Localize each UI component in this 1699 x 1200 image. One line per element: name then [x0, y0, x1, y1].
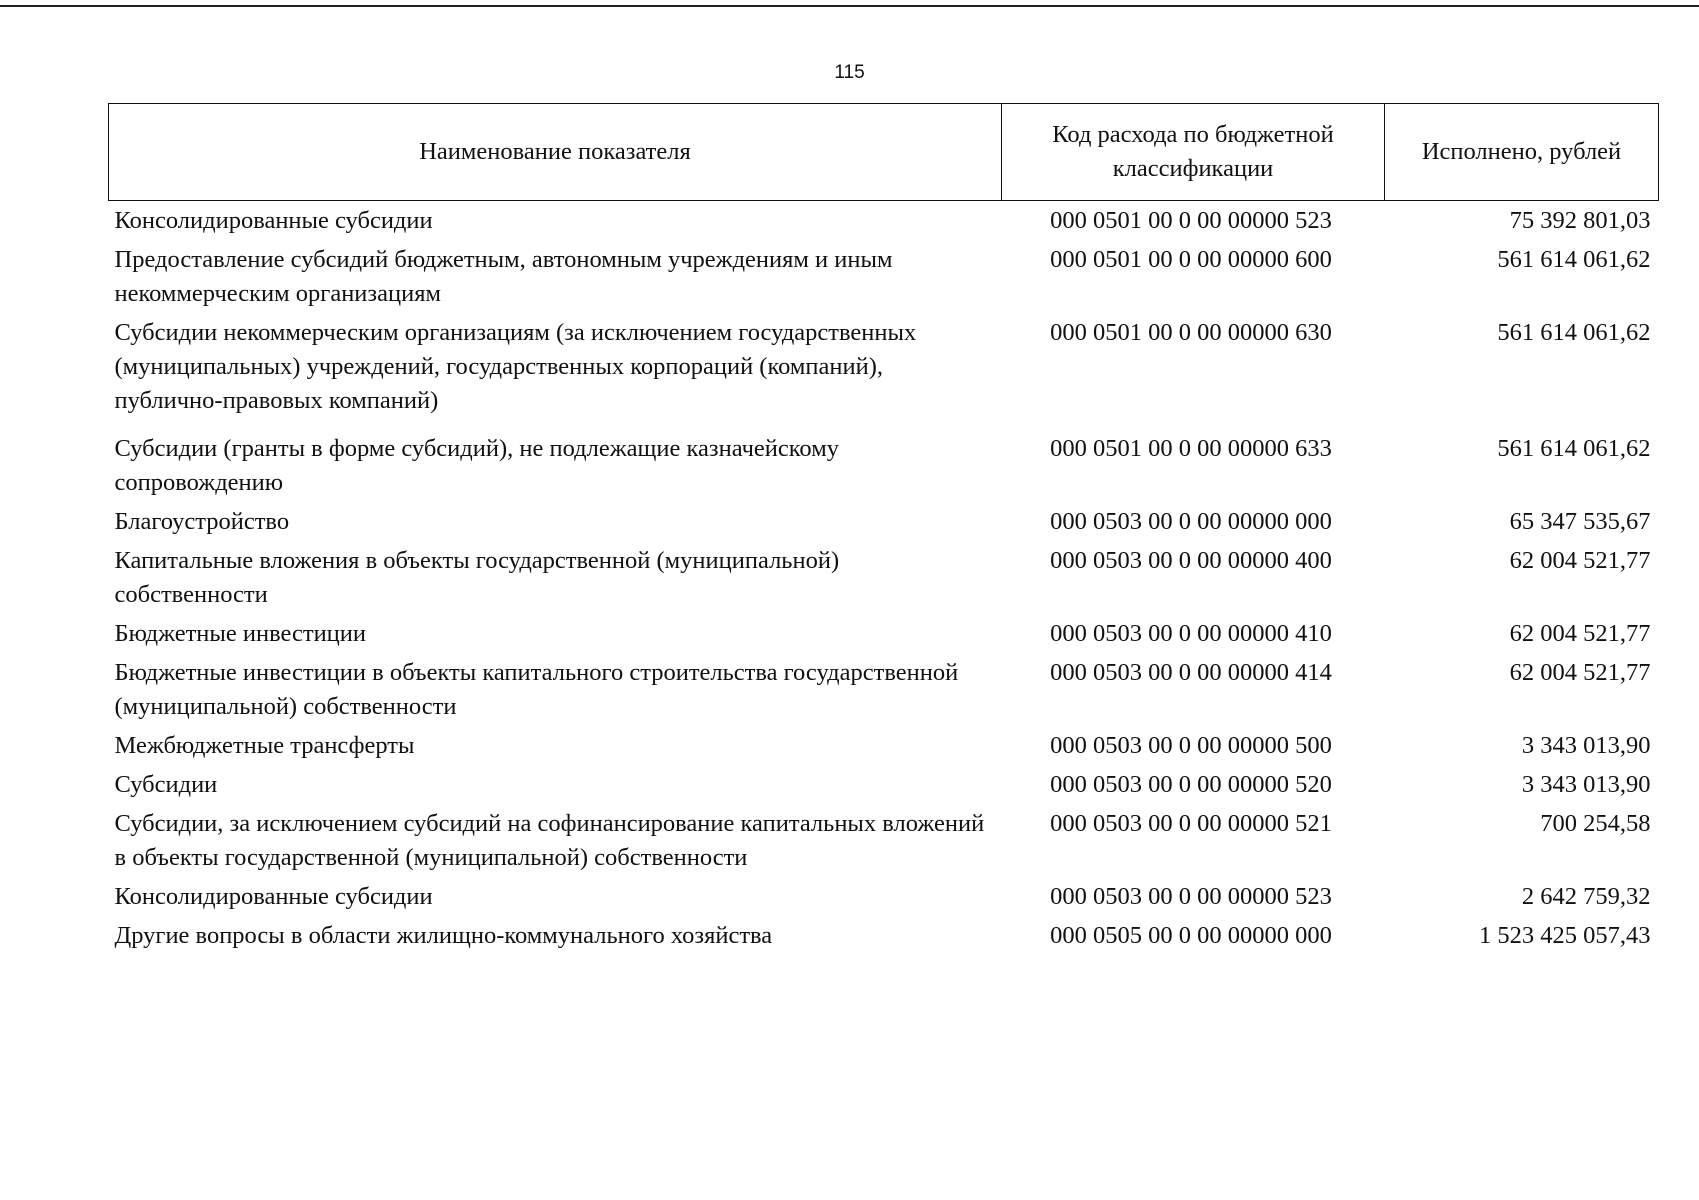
row-executed-amount: 62 004 521,77 [1509, 620, 1651, 647]
row-executed-amount: 2 642 759,32 [1521, 883, 1651, 910]
row-budget-code: 000 0503 00 0 00 00000 000 [1050, 508, 1332, 535]
row-indicator-name: Субсидии некоммерческим организациям (за исключением государственных (муниципальных) учреждений, государственных корпораций (компаний), публично-правовых компаний) [114, 319, 917, 414]
row-budget-code: 000 0501 00 0 00 00000 600 [1050, 246, 1332, 273]
row-budget-code: 000 0505 00 0 00 00000 000 [1050, 922, 1332, 949]
row-indicator-name: Консолидированные субсидии [114, 883, 433, 910]
page-number: 115 [834, 62, 865, 83]
row-executed-amount: 3 343 013,90 [1521, 732, 1651, 759]
top-border-line [0, 5, 1699, 7]
row-indicator-name: Другие вопросы в области жилищно-коммунального хозяйства [114, 922, 773, 949]
row-indicator-name: Предоставление субсидий бюджетным, автономным учреждениям и иным некоммерческим организациям [114, 246, 893, 307]
row-indicator-name: Межбюджетные трансферты [114, 732, 415, 759]
row-indicator-name: Субсидии [114, 771, 218, 798]
row-indicator-name: Бюджетные инвестиции в объекты капитального строительства государственной (муниципальной) собственности [114, 659, 959, 720]
table-header-row [109, 104, 1659, 201]
row-indicator-name: Благоустройство [114, 508, 290, 535]
row-budget-code: 000 0503 00 0 00 00000 520 [1050, 771, 1332, 798]
row-indicator-name: Консолидированные субсидии [114, 207, 433, 234]
row-executed-amount: 3 343 013,90 [1521, 771, 1651, 798]
row-executed-amount: 1 523 425 057,43 [1479, 922, 1651, 949]
table-row [109, 877, 1659, 916]
row-indicator-name: Субсидии (гранты в форме субсидий), не подлежащие казначейскому сопровождению [114, 435, 839, 496]
table-row [109, 804, 1659, 877]
row-budget-code: 000 0503 00 0 00 00000 414 [1050, 659, 1332, 686]
table-row [109, 201, 1659, 241]
row-indicator-name: Бюджетные инвестиции [114, 620, 367, 647]
row-budget-code: 000 0501 00 0 00 00000 630 [1050, 319, 1332, 346]
row-executed-amount: 75 392 801,03 [1509, 207, 1651, 234]
table-row [109, 420, 1659, 502]
row-executed-amount: 62 004 521,77 [1509, 547, 1651, 574]
row-budget-code: 000 0503 00 0 00 00000 400 [1050, 547, 1332, 574]
row-executed-amount: 561 614 061,62 [1497, 319, 1651, 346]
row-budget-code: 000 0503 00 0 00 00000 523 [1050, 883, 1332, 910]
row-executed-amount: 561 614 061,62 [1497, 246, 1651, 273]
header-indicator-name: Наименование показателя [109, 104, 1002, 201]
table-row [109, 726, 1659, 765]
budget-execution-table [108, 103, 1659, 955]
row-budget-code: 000 0503 00 0 00 00000 521 [1050, 810, 1332, 837]
row-budget-code: 000 0503 00 0 00 00000 410 [1050, 620, 1332, 647]
header-executed-amount: Исполнено, рублей [1385, 104, 1659, 201]
row-budget-code: 000 0503 00 0 00 00000 500 [1050, 732, 1332, 759]
row-executed-amount: 700 254,58 [1540, 810, 1651, 837]
row-indicator-name: Субсидии, за исключением субсидий на софинансирование капитальных вложений в объекты государственной (муниципальной) собственности [114, 810, 985, 871]
table-row [109, 916, 1659, 955]
table-row [109, 541, 1659, 614]
table-row [109, 502, 1659, 541]
table-row [109, 313, 1659, 420]
row-executed-amount: 561 614 061,62 [1497, 435, 1651, 462]
table-row [109, 240, 1659, 313]
header-budget-code: Код расхода по бюджетной классификации [1002, 104, 1385, 201]
row-indicator-name: Капитальные вложения в объекты государственной (муниципальной) собственности [114, 547, 840, 608]
row-budget-code: 000 0501 00 0 00 00000 633 [1050, 435, 1332, 462]
table-row [109, 653, 1659, 726]
row-executed-amount: 65 347 535,67 [1509, 508, 1651, 535]
table-row [109, 765, 1659, 804]
row-budget-code: 000 0501 00 0 00 00000 523 [1050, 207, 1332, 234]
table-row [109, 614, 1659, 653]
row-executed-amount: 62 004 521,77 [1509, 659, 1651, 686]
